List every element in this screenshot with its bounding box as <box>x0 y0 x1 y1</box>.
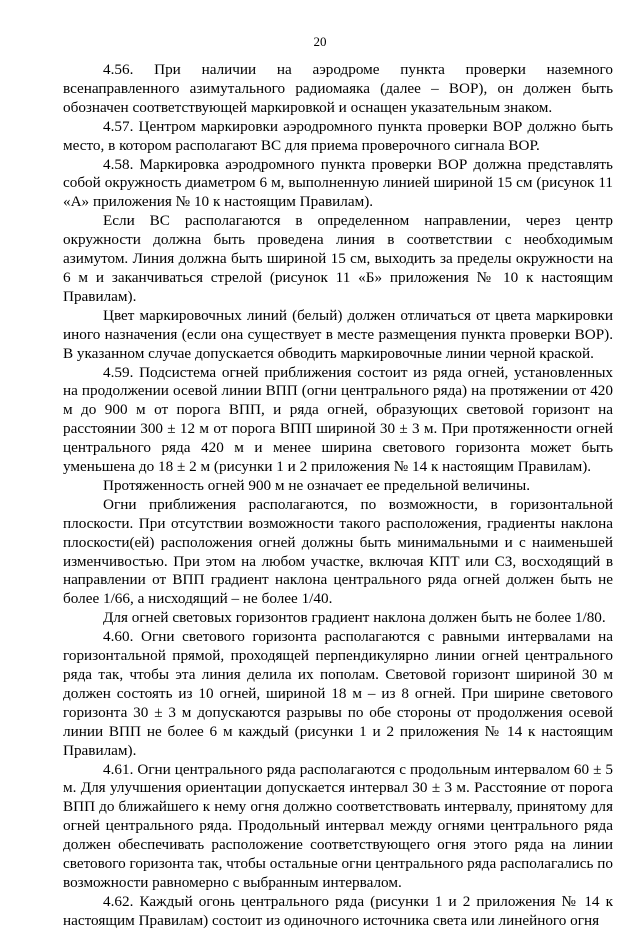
paragraph-4-58-direction-line: Если ВС располагаются в определенном направлении, через центр окружности должна быть проведена линия в соответствии с необходимым азимутом. Линия должна быть шириной 15 см, выходить за пределы окружности на 6 м и заканчиваться стрелой (рисунок 11 «Б» приложения № 10 к настоящим Правилам). <box>63 212 613 305</box>
paragraph-4-60: 4.60. Огни светового горизонта располагаются с равными интервалами на горизонтальной прямой, проходящей перпендикулярно линии огней центрального ряда так, чтобы эта линия делила их пополам. Световой горизонт шириной 30 м должен состоять из 10 огней, шириной 18 м – из 8 огней. При ширине светового горизонта 30 ± 3 м допускаются разрывы по обе стороны от продолжения осевой линии ВПП не более 6 м каждый (рисунки 1 и 2 приложения № 14 к настоящим Правилам). <box>63 628 613 759</box>
paragraph-4-59-length-note: Протяженность огней 900 м не означает ее предельной величины. <box>103 476 530 494</box>
paragraph-4-59-horizon-slope: Для огней световых горизонтов градиент наклона должен быть не более 1/80. <box>103 609 606 627</box>
paragraph-4-59: 4.59. Подсистема огней приближения состоит из ряда огней, установленных на продолжении осевой линии ВПП (огни центрального ряда) на протяжении от 420 м до 900 м от порога ВПП, и ряда огней, образующих световой горизонт на расстоянии 300 ± 12 м от порога ВПП шириной 30 ± 3 м. При протяженности огней центрального ряда 420 м и менее ширина светового горизонта может быть уменьшена до 18 ± 2 м (рисунки 1 и 2 приложения № 14 к настоящим Правилам). <box>63 363 613 476</box>
paragraph-4-58: 4.58. Маркировка аэродромного пункта проверки ВОР должна представлять собой окружность диаметром 6 м, выполненную линией шириной 15 см (рисунок 11 «А» приложения № 10 к настоящим Правилам). <box>63 155 613 211</box>
paragraph-4-59-slope: Огни приближения располагаются, по возможности, в горизонтальной плоскости. При отсутствии возможности такого расположения, градиенты наклона плоскости(ей) расположения огней должны быть минимальными и с наименьшей изменчивостью. При этом на любом участке, включая КПТ или СЗ, восходящий в направлении от ВПП градиент наклона центрального ряда огней должен быть не более 1/66, а нисходящий – не более 1/40. <box>63 495 613 608</box>
document-body <box>63 61 613 931</box>
page-number: 20 <box>313 34 327 49</box>
paragraph-4-62: 4.62. Каждый огонь центрального ряда (рисунки 1 и 2 приложения № 14 к настоящим Правилам) состоит из одиночного источника света или линейного огня <box>63 892 613 929</box>
paragraph-4-61: 4.61. Огни центрального ряда располагаются с продольным интервалом 60 ± 5 м. Для улучшения ориентации допускается интервал 30 ± 3 м. Расстояние от порога ВПП до ближайшего к нему огня должно соответствовать интервалу, принятому для огней центрального ряда. Продольный интервал между огнями центрального ряда должен обеспечивать расположение соответствующего огня этого ряда на линии светового горизонта так, чтобы остальные огни центрального ряда располагались по возможности равномерно с выбранным интервалом. <box>63 760 613 891</box>
paragraph-4-58-marking-color: Цвет маркировочных линий (белый) должен отличаться от цвета маркировки иного назначения (если она существует в месте размещения пункта проверки ВОР). В указанном случае допускается обводить маркировочные линии черной краской. <box>63 306 613 362</box>
paragraph-4-57: 4.57. Центром маркировки аэродромного пункта проверки ВОР должно быть место, в котором располагают ВС для приема проверочного сигнала ВОР. <box>63 117 613 154</box>
paragraph-4-56: 4.56. При наличии на аэродроме пункта проверки наземного всенаправленного азимутального радиомаяка (далее – ВОР), он должен быть обозначен соответствующей маркировкой и оснащен указательным знаком. <box>63 61 613 116</box>
